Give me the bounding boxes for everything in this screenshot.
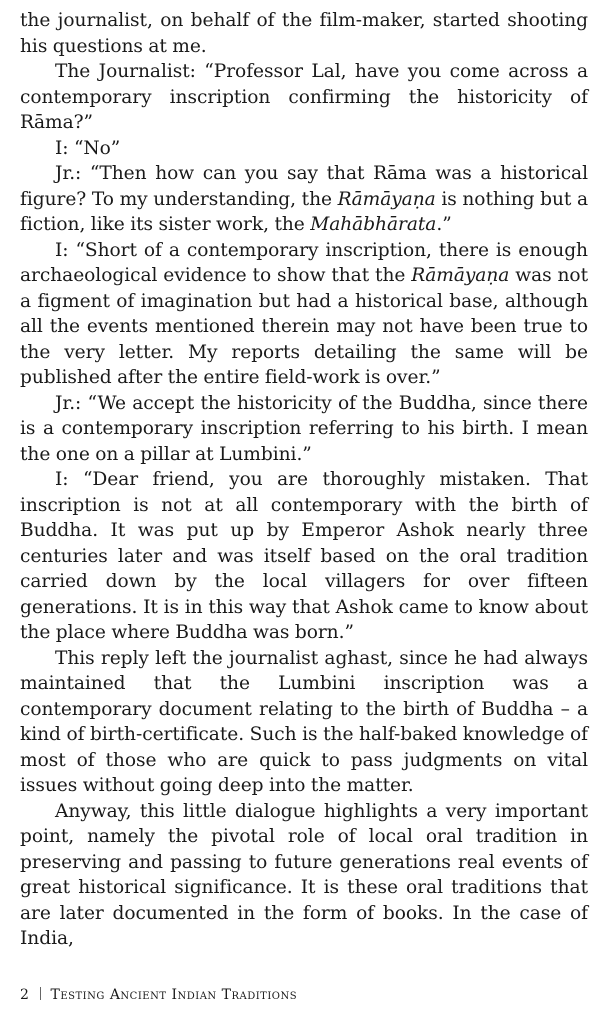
paragraph [20, 59, 588, 136]
text-run: is nothing but a fiction, like its sister work, the [20, 188, 589, 235]
text-run: This reply left the journalist aghast, since he had always maintained that the Lumbini inscription was a contemporary document relating to the birth of Buddha – a kind of birth-certificate. Such is the half-baked knowledge of most of those who are quick to pass judgments on vital issues without going deep into the matter. [20, 647, 588, 796]
paragraph [20, 646, 588, 799]
paragraph [20, 391, 588, 468]
text-run: the journalist, on behalf of the film-maker, started shooting his questions at me. [20, 10, 588, 57]
text-run: I: “No” [55, 137, 121, 159]
paragraph [20, 161, 588, 238]
paragraph [20, 799, 588, 952]
italic-title: Mahābhārata [310, 214, 437, 235]
page-body [20, 8, 588, 952]
footer-separator [40, 987, 41, 1000]
text-run: Jr.: “Then how can you say that Rāma was a historical figure? To my understanding, the [20, 163, 588, 210]
page-footer [20, 987, 297, 1003]
paragraph [20, 238, 588, 391]
running-title: Testing Ancient Indian Traditions [50, 987, 298, 1003]
text-run: was not a figment of imagination but had a historical base, although all the events mentioned therein may not have been true to the very letter. My reports detailing the same will be published after the entire field-work is over.” [20, 265, 588, 388]
italic-title: Rāmāyaṇa [411, 265, 510, 286]
text-run: I: “Dear friend, you are thoroughly mistaken. That inscription is not at all contemporary with the birth of Buddha. It was put up by Emperor Ashok nearly three centuries later and was itself based on the oral tradition carried down by the local villagers for over fifteen generations. It is in this way that Ashok came to know about the place where Buddha was born.” [20, 469, 588, 643]
paragraph [20, 467, 588, 646]
paragraph [20, 136, 588, 162]
italic-title: Rāmāyaṇa [337, 188, 436, 210]
paragraph [20, 8, 588, 59]
text-run: .” [436, 214, 452, 235]
body-text [20, 8, 588, 952]
text-run: Jr.: “We accept the historicity of the Buddha, since there is a contemporary inscription referring to his birth. I mean the one on a pillar at Lumbini.” [20, 392, 588, 465]
text-run: I: “Short of a contemporary inscription, there is enough archaeological evidence to show that the [20, 239, 588, 286]
page-number: 2 [20, 987, 30, 1003]
text-run: The Journalist: “Professor Lal, have you come across a contemporary inscription confirming the historicity of Rāma?” [20, 61, 588, 133]
text-run: Anyway, this little dialogue highlights a very important point, namely the pivotal role of local oral tradition in preserving and passing to future generations real events of great historical significance. It is these oral traditions that are later documented in the form of books. In the case of India, [20, 800, 588, 949]
